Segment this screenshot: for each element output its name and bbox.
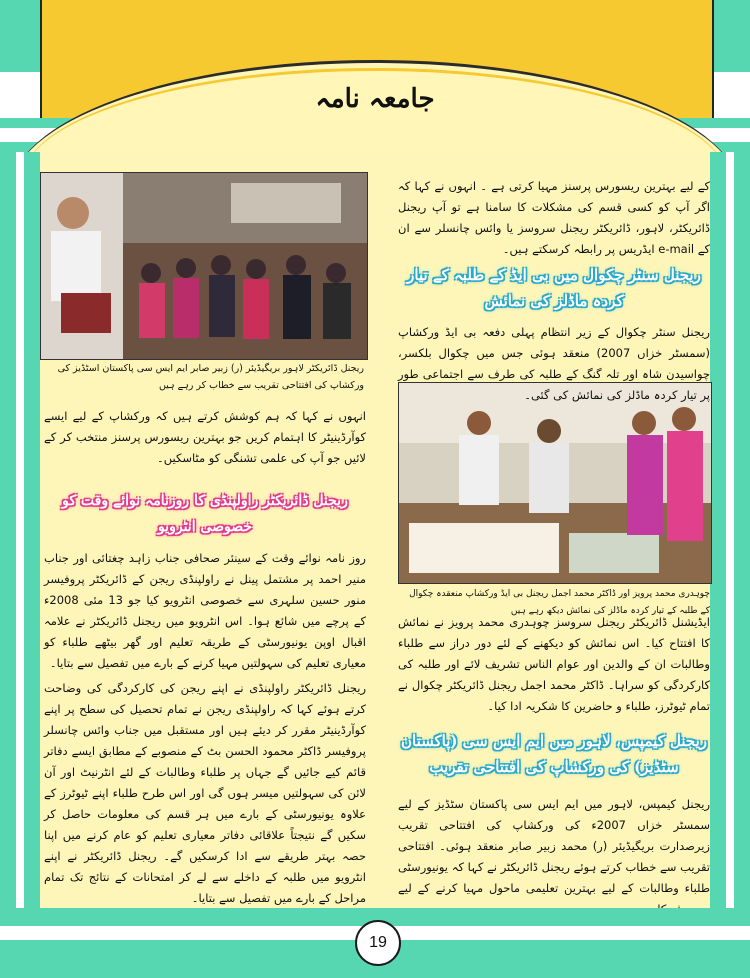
left-column <box>44 406 366 469</box>
chakwal-section <box>398 262 710 406</box>
left-side-band <box>0 152 40 908</box>
interview-heading: ریجنل ڈائریکٹر راولپنڈی کا روزنامہ نوائے وقت کو خصوصی انٹرویو <box>62 493 348 535</box>
interview-section <box>44 488 366 932</box>
chakwal-paragraph-2: ایڈیشنل ڈائریکٹر ریجنل سروسز چوہدری محمد پرویز نے نمائش کا افتتاح کیا۔ اس نمائش کو دیکھنے کے لئے دور دراز سے طلباء وطالبات ان کے والدین اور عوام الناس تشریف لائے اور طلبہ کی کارکردگی کو سراہا۔ ڈاکٹر محمد اجمل ریجنل ڈائریکٹر چکوال نے تمام ٹیوٹرز، طلباء و حاضرین کا شکریہ ادا کیا۔ <box>398 615 710 713</box>
lahore-ceremony-photo <box>40 172 368 360</box>
chakwal-paragraph: ریجنل سنٹر چکوال کے زیر انتظام پہلی دفعہ بی ایڈ ورکشاپ (سمسٹر خزاں 2007) منعقد ہوئی جس میں چکوال بلکسر، چواسیدن شاہ اور تلہ گنگ کے طلبہ کی طرف سے اجتماعی طور پر تیار کردہ ماڈلز کی نمائش کی گئی۔ <box>398 325 710 402</box>
chakwal-heading: ریجنل سنٹر چکوال میں بی ایڈ کے طلبہ کے تیار کردہ ماڈلز کی نمائش <box>407 266 701 310</box>
chakwal-exhibition-photo <box>398 382 712 584</box>
intro-paragraph: کے لیے بہترین ریسورس پرسنز مہیا کرتی ہے ۔ انہوں نے کہا کہ اگر آپ کو کسی قسم کی مشکلات کا سامنا ہے تو آپ ریجنل ڈائریکٹر، لاہور، ڈائریکٹر ریجنل سروسز یا وائس چانسلر سے ان کے e-mail ایڈریس پر رابطہ کرسکتے ہیں۔ <box>398 179 710 256</box>
page-title: جامعہ نامہ <box>315 84 435 114</box>
lahore-photo-caption: ریجنل ڈائریکٹر لاہور بریگیڈیئر (ر) زبیر صابر ایم ایس سی پاکستان اسٹڈیز کی ورکشاپ کی افتتاحی تقریب سے خطاب کر رہے ہیں <box>57 363 364 391</box>
page-number: 19 <box>355 920 401 966</box>
lahore-paragraph: ریجنل کیمپس، لاہور میں ایم ایس سی پاکستان سٹڈیز کے لیے سمسٹر خزاں 2007ء کی ورکشاپ کی افتتاحی تقریب زیرصدارت بریگیڈیئر (ر) محمد زبیر صابر منعقد ہوئی۔ افتتاحی تقریب سے خطاب کرتے ہوئے ریجنل ڈائریکٹر نے کہا کہ یونیورسٹی طلباء وطالبات کے لیے بہترین تعلیمی ماحول مہیا کرنے کے لیے <box>398 797 711 895</box>
right-side-band <box>710 152 750 908</box>
interview-paragraph-1: روز نامہ نوائے وقت کے سینئر صحافی جناب زاہد چغتائی اور جناب منیر احمد پر مشتمل پینل نے راولپنڈی ریجن کے ڈائریکٹر پروفیسر منور حسین سلہری سے خصوصی انٹرویو کیا جو 13 مئی 2008ء کے پرچے میں شائع ہوا۔ اس انٹرویو میں ریجنل ڈائریکٹر نے علامہ اقبال اوپن یونیورسٹی کے طریقہ تعلیم اور گھر بیٹھے طلباء کو معیاری تعلیم کی سہولتیں مہیا کرنے کے بارے میں تفصیل سے بتایا۔ <box>44 551 366 670</box>
chakwal-section-cont <box>398 612 710 717</box>
lahore-paragraph-cont: انہوں نے کہا کہ ہم کوشش کرتے ہیں کہ ورکشاپ کے لیے ایسے کوآرڈینیٹر کا اہتمام کریں جو بہترین ریسورس پرسنز منتخب کر کے لائیں جو آپ کی علمی تشنگی کو مٹاسکیں۔ <box>44 409 366 465</box>
interview-paragraph-2: ریجنل ڈائریکٹر راولپنڈی نے اپنے ریجن کی کارکردگی کی وضاحت کرتے ہوئے کہا کہ راولپنڈی ریجن نے تمام تحصیل کی سطح پر اپنے کوآرڈینیٹر مقرر کر دیئے ہیں اور مستقبل میں جناب وائس چانسلر پروفیسر ڈاکٹر محمود الحسن بٹ کے منصوبے کے مطابق ایسے دفاتر قائم کیے جائیں گے جہاں پر طلباء وطالبات کے لئے انٹرنیٹ اور آن لائن کی سہولتیں میسر ہوں گی اور اس طرح طلباء اپنے ٹیوٹرز کے علاوہ یونیورسٹی کے بارے میں ہر قسم کی معلومات حاصل کر سکیں گے نتیجتاً علاقائی دفاتر معیاری تعلیم کو عام کرنے میں اپنا حصہ بہتر طریقے سے ادا کرسکیں گے۔ ریجنل ڈائریکٹر نے اپنے انٹرویو میں طلبہ کے داخلے سے لے کر امتحانات کے نتائج تک تمام مراحل کے بارے میں تفصیل سے بتایا۔ <box>44 681 366 905</box>
chakwal-photo-caption: چوہدری محمد پرویز اور ڈاکٹر محمد اجمل ریجنل بی ایڈ ورکشاپ منعقدہ چکوال کے طلبہ کے تیار کردہ ماڈلز کی نمائش دیکھ رہے ہیں <box>409 589 710 616</box>
right-column <box>398 176 710 260</box>
lahore-heading: ریجنل کیمپس، لاہور میں ایم ایس سی (پاکستان سٹڈیز) کی ورکشاپ کی افتتاحی تقریب <box>400 732 708 776</box>
lahore-section <box>398 728 710 920</box>
